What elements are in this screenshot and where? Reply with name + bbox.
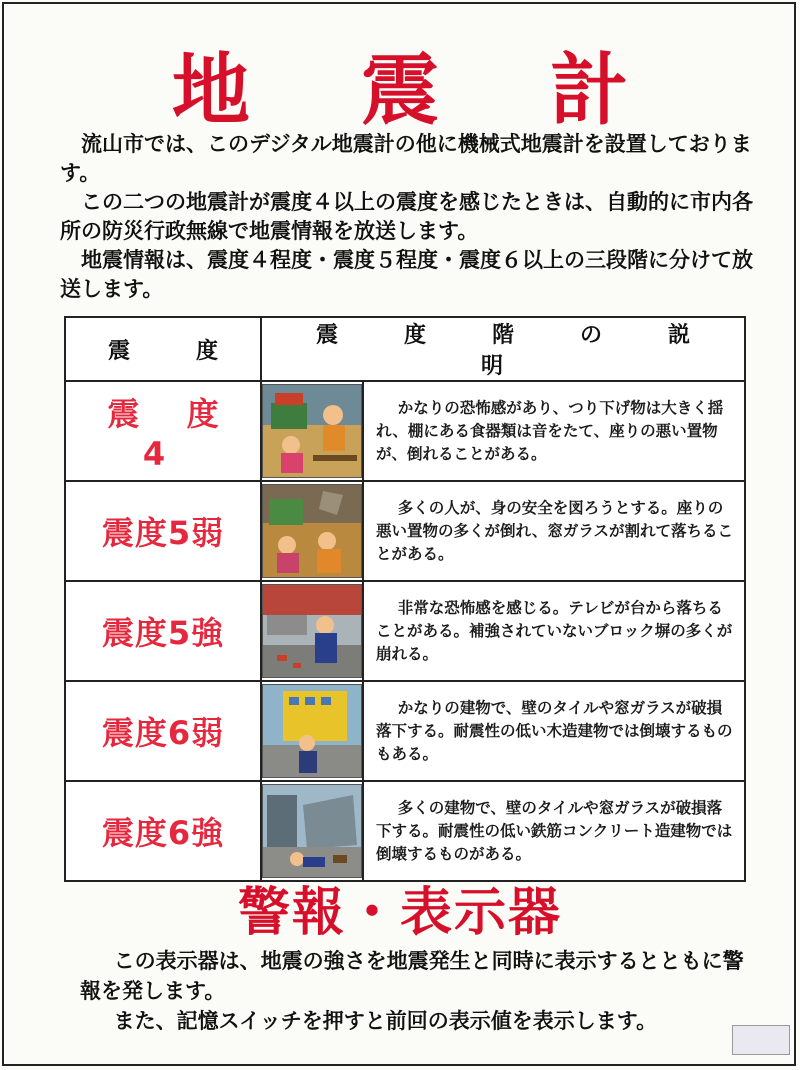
intensity-level: 震度6弱 [65, 681, 261, 781]
outro-paragraph: また、記憶スイッチを押すと前回の表示値を表示します。 [113, 1009, 658, 1033]
intensity-description: 非常な恐怖感を感じる。テレビが台から落ちることがある。補強されていないブロック塀の多くが崩れる。 [363, 581, 745, 681]
outro-text [80, 946, 760, 1036]
illustration-cell [261, 481, 363, 581]
intro-paragraph: この二つの地震計が震度４以上の震度を感じたときは、自動的に市内各所の防災行政無線で地震情報を放送します。 [60, 190, 753, 243]
table-row [65, 481, 745, 581]
table-row [65, 681, 745, 781]
outro-paragraph: この表示器は、地震の強さを地震発生と同時に表示するとともに警報を発します。 [80, 949, 744, 1003]
collapsing-wall-illustration [262, 584, 362, 678]
falling-objects-illustration [262, 484, 362, 578]
room-shaking-illustration [262, 384, 362, 478]
illustration-cell [261, 581, 363, 681]
intro-paragraph: 流山市では、このデジタル地震計の他に機械式地震計を設置しております。 [60, 132, 752, 185]
table-row [65, 581, 745, 681]
header-description: 震 度 階 の 説 明 [261, 317, 745, 381]
section-title: 警報・表示器 [237, 883, 562, 943]
page-title: 地 震 計 [171, 46, 671, 136]
table-row [65, 781, 745, 881]
illustration-cell [261, 781, 363, 881]
intro-text [60, 130, 760, 304]
intensity-description: かなりの恐怖感があり、つり下げ物は大きく揺れ、棚にある食器類は音をたて、座りの悪い置物が、倒れることがある。 [363, 381, 745, 481]
damaged-building-illustration [262, 684, 362, 778]
intensity-level: 震度6強 [65, 781, 261, 881]
illustration-cell [261, 381, 363, 481]
header-intensity: 震 度 [65, 317, 261, 381]
intensity-level: 震度5強 [65, 581, 261, 681]
intensity-level: 震 度 4 [65, 381, 261, 481]
intensity-description: 多くの建物で、壁のタイルや窓ガラスが破損落下する。耐震性の低い鉄筋コンクリート造建物では倒壊するものがある。 [363, 781, 745, 881]
table-header-row [65, 317, 745, 381]
intensity-description: 多くの人が、身の安全を図ろうとする。座りの悪い置物の多くが倒れ、窓ガラスが割れて落ちることがある。 [363, 481, 745, 581]
illustration-cell [261, 681, 363, 781]
collapsed-building-illustration [262, 784, 362, 878]
intensity-level: 震度5弱 [65, 481, 261, 581]
intensity-description: かなりの建物で、壁のタイルや窓ガラスが破損落下する。耐震性の低い木造建物では倒壊するものもある。 [363, 681, 745, 781]
intensity-table [64, 316, 757, 882]
label-sticker [732, 1025, 790, 1055]
intro-paragraph: 地震情報は、震度４程度・震度５程度・震度６以上の三段階に分けて放送します。 [60, 248, 753, 301]
table-row [65, 381, 745, 481]
